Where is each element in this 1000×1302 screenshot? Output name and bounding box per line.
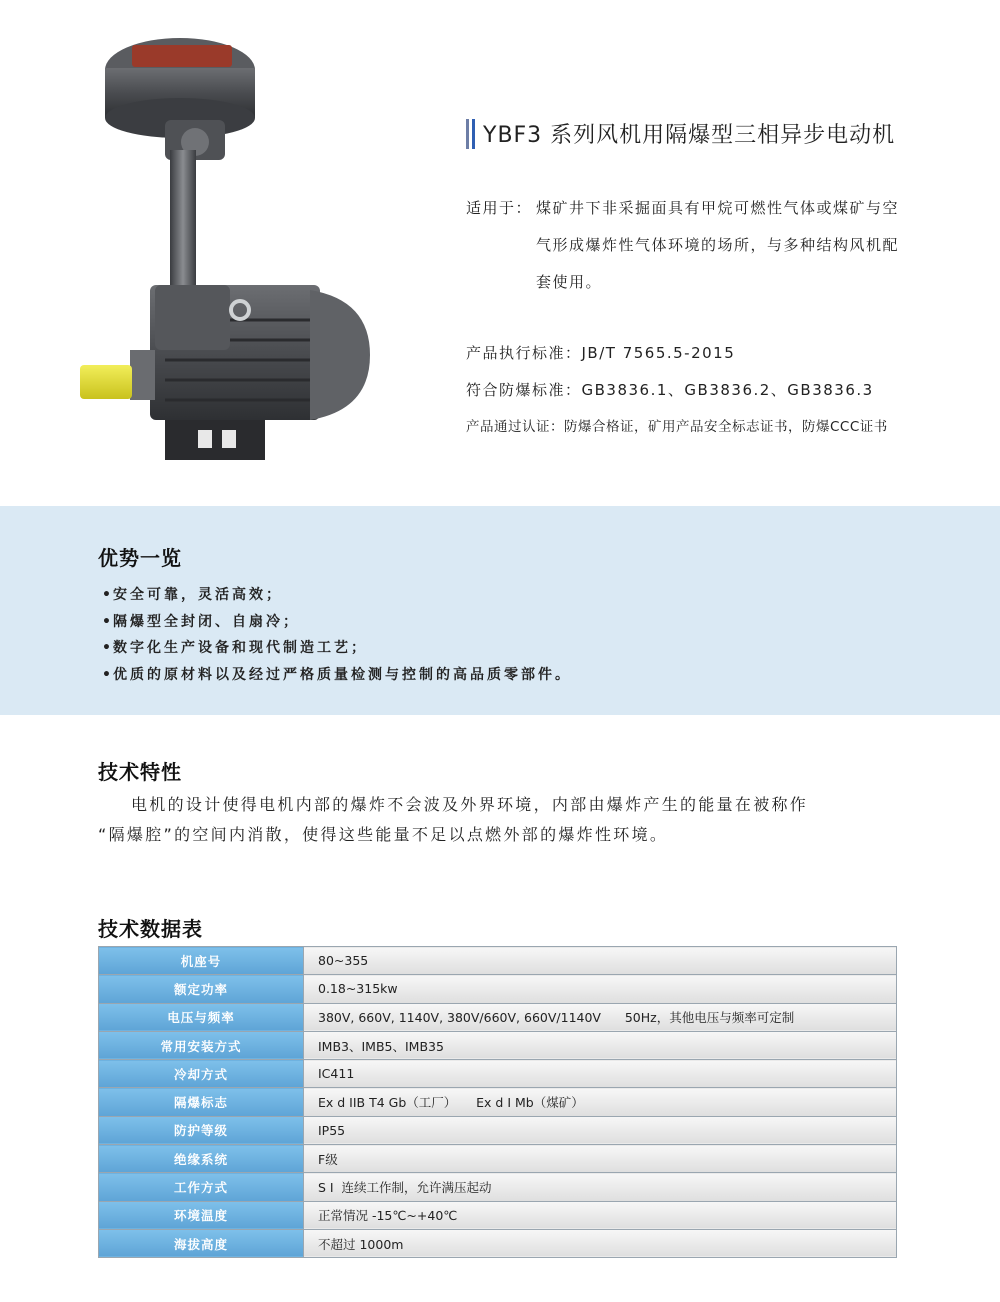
row-key: 环境温度	[99, 1201, 304, 1229]
row-key: 隔爆标志	[99, 1088, 304, 1116]
table-row	[99, 1229, 897, 1257]
list-item: • 安全可靠，灵活高效；	[103, 585, 572, 612]
row-key: 机座号	[99, 947, 304, 975]
table-row	[99, 1088, 897, 1116]
advantages-list	[103, 585, 572, 691]
list-item: • 优质的原材料以及经过严格质量检测与控制的高品质零部件。	[103, 665, 572, 692]
applicable-section	[466, 190, 956, 301]
applicable-line: 气形成爆炸性气体环境的场所，与多种结构风机配	[536, 236, 900, 254]
table-row	[99, 1060, 897, 1088]
table-heading: 技术数据表	[98, 917, 203, 941]
table-row	[99, 1116, 897, 1144]
row-key: 工作方式	[99, 1173, 304, 1201]
standard-line: 产品执行标准：JB/T 7565.5-2015	[466, 344, 736, 362]
row-key: 额定功率	[99, 975, 304, 1003]
row-key: 冷却方式	[99, 1060, 304, 1088]
row-value: 380V, 660V, 1140V, 380V/660V, 660V/1140V 50Hz，其他电压与频率可定制	[304, 1003, 897, 1031]
tech-data-table	[98, 946, 897, 1258]
table-row	[99, 1173, 897, 1201]
product-title-block	[466, 118, 895, 149]
row-value: 80~355	[304, 947, 897, 975]
table-row	[99, 1201, 897, 1229]
row-value: 0.18~315kw	[304, 975, 897, 1003]
row-key: 电压与频率	[99, 1003, 304, 1031]
row-key: 防护等级	[99, 1116, 304, 1144]
motor-photo	[70, 20, 390, 480]
row-key: 绝缘系统	[99, 1145, 304, 1173]
row-value: Ex d IIB T4 Gb（工厂） Ex d Ⅰ Mb（煤矿）	[304, 1088, 897, 1116]
row-value: IC411	[304, 1060, 897, 1088]
table-row	[99, 975, 897, 1003]
table-row	[99, 1145, 897, 1173]
table-row	[99, 1031, 897, 1059]
row-value: 不超过 1000m	[304, 1229, 897, 1257]
applicable-line: 套使用。	[536, 273, 603, 291]
explosion-standard-line: 符合防爆标准：GB3836.1、GB3836.2、GB3836.3	[466, 381, 874, 399]
tech-paragraph	[98, 790, 908, 850]
row-value: IMB3、IMB5、IMB35	[304, 1031, 897, 1059]
list-item: • 数字化生产设备和现代制造工艺；	[103, 638, 572, 665]
tech-line: 电机的设计使得电机内部的爆炸不会波及外界环境，内部由爆炸产生的能量在被称作	[131, 795, 809, 814]
table-row	[99, 1003, 897, 1031]
product-title: YBF3 系列风机用隔爆型三相异步电动机	[483, 123, 896, 148]
title-accent-bar	[466, 119, 475, 149]
row-key: 海拔高度	[99, 1229, 304, 1257]
certification-line: 产品通过认证：防爆合格证，矿用产品安全标志证书，防爆CCC证书	[466, 419, 888, 435]
applicable-line: 煤矿井下非采掘面具有甲烷可燃性气体或煤矿与空	[536, 199, 900, 217]
row-value: IP55	[304, 1116, 897, 1144]
row-value: S Ⅰ 连续工作制，允许满压起动	[304, 1173, 897, 1201]
tech-line: “隔爆腔”的空间内消散，使得这些能量不足以点燃外部的爆炸性环境。	[98, 825, 669, 844]
row-value: 正常情况 -15℃~+40℃	[304, 1201, 897, 1229]
applicable-label: 适用于：	[466, 199, 533, 217]
tech-heading: 技术特性	[98, 760, 182, 784]
spec-lines	[466, 340, 888, 451]
table-row	[99, 947, 897, 975]
row-key: 常用安装方式	[99, 1031, 304, 1059]
advantages-heading: 优势一览	[98, 546, 182, 570]
list-item: • 隔爆型全封闭、自扇冷；	[103, 612, 572, 639]
row-value: F级	[304, 1145, 897, 1173]
